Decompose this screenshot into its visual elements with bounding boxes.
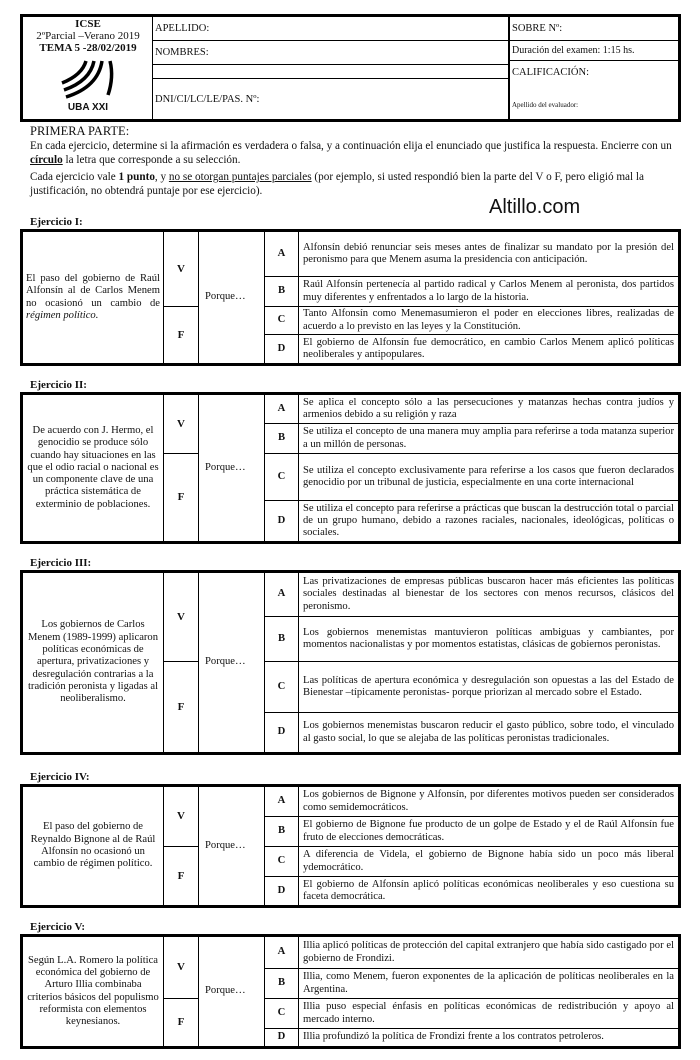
exercise-statement [22, 936, 164, 1048]
porque-label: Porque… [199, 231, 265, 365]
option-letter[interactable]: C [265, 999, 299, 1029]
instr-emphasis: círculo [30, 153, 63, 166]
option-text: El gobierno de Alfonsín aplicó políticas económicas neoliberales y eso cuestiona su faceta democrática. [299, 877, 680, 907]
option-text: Se utiliza el concepto para referirse a prácticas que buscan la destrucción total o parcial de un grupo humano, debido a razones raciales, nacionales, ideológicas, políticas o sociales. [299, 501, 680, 543]
option-letter[interactable]: B [265, 617, 299, 662]
option-letter[interactable]: C [265, 454, 299, 501]
option-letter[interactable]: D [265, 877, 299, 907]
instr-underline: no se otorgan puntajes parciales [168, 171, 312, 183]
option-true[interactable]: V [164, 394, 199, 454]
student-fields [153, 17, 510, 119]
option-text: Illia puso especial énfasis en políticas económicas de redistribución y apoyo al mercado interno. [299, 999, 680, 1029]
option-text: A diferencia de Videla, el gobierno de Bignone había sido un poco más liberal ydemocrático. [299, 847, 680, 877]
option-text: Tanto Alfonsín como Menemasumieron el poder en elecciones libres, realizadas de acuerdo a lo previsto en las leyes y la Constitución. [299, 307, 680, 335]
header-logo-cell [23, 17, 153, 119]
statement-text: De acuerdo con J. Hermo, el genocidio se produce sólo cuando hay situaciones en las que el odio racial o nacional es un componente clave de una práctica sistemática de exterminio de poblaciones. [27, 424, 159, 510]
option-letter[interactable]: C [265, 662, 299, 713]
option-letter[interactable]: A [265, 786, 299, 817]
statement-text: Los gobiernos de Carlos Menem (1989-1999) aplicaron políticas económicas de apertura, privatizaciones y desregulación contrarias a la tradición peronista y ligadas al neoliberalismo. [27, 619, 159, 705]
instr-text: (por ejemplo, si usted respondió bien la parte del V o F, pero eligió mal la justificación, no obtendrá puntaje por ese ejercicio). [30, 171, 644, 197]
exam-header [20, 14, 681, 122]
option-row [22, 936, 680, 969]
option-text: El gobierno de Bignone fue producto de un golpe de Estado y el de Raúl Alfonsín fue fruto de elecciones democráticas. [299, 817, 680, 847]
calificacion-field[interactable] [510, 61, 678, 119]
option-letter[interactable]: D [265, 1029, 299, 1048]
tema: TEMA 5 -28/02/2019 [39, 42, 137, 54]
option-false[interactable]: F [164, 999, 199, 1048]
sobre-field[interactable] [510, 17, 678, 41]
logo-block [23, 17, 153, 119]
sobre-label: SOBRE Nº: [512, 23, 563, 34]
option-letter[interactable]: C [265, 307, 299, 335]
dni-label: DNI/CI/LC/LE/PAS. Nº: [155, 93, 260, 105]
option-false[interactable]: F [164, 307, 199, 365]
option-text: Illia aplicó políticas de protección del capital extranjero que había sido castigado por el gobierno de Frondizi. [299, 936, 680, 969]
option-letter[interactable]: A [265, 394, 299, 424]
calificacion-label: CALIFICACIÓN: [512, 67, 590, 78]
exam-name: 2ºParcial –Verano 2019 [36, 30, 140, 42]
option-true[interactable]: V [164, 572, 199, 662]
option-text: Los gobiernos de Bignone y Alfonsín, por diferentes motivos pueden ser considerados como semidemocráticos. [299, 786, 680, 817]
instructions-p1 [30, 140, 680, 167]
option-text: Los gobiernos menemistas mantuvieron políticas ambiguas y cambiantes, por momentos nacionalistas y por momentos estatistas, clásicas de gobiernos peronistas. [299, 617, 680, 662]
statement-text: Según L.A. Romero la política económica del gobierno de Arturo Illia combinaba criterios básicos del populismo reformista con elementos keynesianos. [27, 954, 159, 1028]
porque-label: Porque… [199, 572, 265, 754]
exercise-statement [22, 231, 164, 365]
option-row [22, 394, 680, 424]
institution: ICSE [75, 18, 101, 30]
option-true[interactable]: V [164, 936, 199, 999]
option-row [22, 572, 680, 617]
option-true[interactable]: V [164, 231, 199, 307]
instr-text: , y [154, 171, 169, 183]
option-letter[interactable]: B [265, 817, 299, 847]
option-letter[interactable]: B [265, 277, 299, 307]
porque-label: Porque… [199, 786, 265, 907]
option-text: Se aplica el concepto sólo a las persecuciones y matanzas hechas contra judíos y armenios debido a su religión y raza [299, 394, 680, 424]
blank-field[interactable] [153, 65, 508, 79]
option-row [22, 231, 680, 277]
option-text: Illia profundizó la política de Frondizi frente a los contratos petroleros. [299, 1029, 680, 1048]
watermark: Altillo.com [489, 196, 581, 218]
option-letter[interactable]: D [265, 335, 299, 365]
instructions-p2 [30, 171, 680, 198]
exercise-table [20, 934, 681, 1049]
instr-emphasis: 1 punto [118, 171, 155, 183]
option-row [22, 786, 680, 817]
option-text: Illia, como Menem, fueron exponentes de la aplicación de políticas neoliberales en la Argentina. [299, 969, 680, 999]
exercise-table [20, 229, 681, 366]
exercise-label: Ejercicio V: [30, 921, 86, 933]
statement-text: El paso del gobierno de Reynaldo Bignone al de Raúl Alfonsín no ocasionó un cambio de régimen político. [30, 821, 156, 870]
option-letter[interactable]: C [265, 847, 299, 877]
exercise-label: Ejercicio IV: [30, 771, 90, 783]
duracion [510, 41, 678, 61]
exercise-label: Ejercicio II: [30, 379, 87, 391]
logo-text: UBA XXI [67, 102, 109, 113]
option-false[interactable]: F [164, 662, 199, 754]
uba-logo-icon [58, 57, 118, 99]
option-text: Las privatizaciones de empresas públicas buscaron hacer más eficientes las políticas sociales destinadas al bienestar de los sectores con menos recursos, clásicos del peronismo. [299, 572, 680, 617]
option-letter[interactable]: A [265, 936, 299, 969]
exercise-table [20, 784, 681, 908]
duracion-label: Duración del examen: 1:15 hs. [512, 45, 635, 56]
option-text: Raúl Alfonsín pertenecía al partido radical y Carlos Menem al peronista, dos partidos muy diferentes y enfrentados a lo largo de la historia. [299, 277, 680, 307]
exercise-table [20, 570, 681, 755]
porque-label: Porque… [199, 936, 265, 1048]
exam-info [510, 17, 678, 119]
apellido-field[interactable] [153, 17, 508, 41]
nombres-field[interactable] [153, 41, 508, 65]
instr-text: Cada ejercicio vale [30, 171, 119, 183]
option-letter[interactable]: D [265, 501, 299, 543]
exercise-label: Ejercicio I: [30, 216, 83, 228]
instr-text: En cada ejercicio, determine si la afirmación es verdadera o falsa, y a continuación elija el enunciado que justifica la respuesta. Encierre con un [30, 140, 672, 152]
option-text: Se utiliza el concepto de una manera muy amplia para referirse a toda matanza superior a un millón de personas. [299, 424, 680, 454]
evaluador-label: Apellido del evaluador: [512, 101, 579, 109]
option-letter[interactable]: A [265, 572, 299, 617]
option-text: Los gobiernos menemistas buscaron reducir el gasto público, sobre todo, el vinculado al gasto social, lo que se alejaba de las políticas peronistas tradicionales. [299, 713, 680, 754]
exercise-statement [22, 572, 164, 754]
option-letter[interactable]: B [265, 424, 299, 454]
exercise-statement [22, 394, 164, 543]
dni-field[interactable] [153, 79, 508, 119]
section-title: PRIMERA PARTE: [30, 124, 130, 138]
apellido-label: APELLIDO: [155, 23, 210, 34]
option-letter[interactable]: D [265, 713, 299, 754]
exercise-label: Ejercicio III: [30, 557, 92, 569]
option-false[interactable]: F [164, 847, 199, 907]
option-letter[interactable]: A [265, 231, 299, 277]
exercise-statement [22, 786, 164, 907]
option-text: Las políticas de apertura económica y desregulación son opuestas a las del Estado de Bienestar –típicamente peronistas- porque priorizan al mercado sobre el Estado. [299, 662, 680, 713]
porque-label: Porque… [199, 394, 265, 543]
nombres-label: NOMBRES: [155, 47, 209, 58]
option-true[interactable]: V [164, 786, 199, 847]
option-text: Se utiliza el concepto exclusivamente para referirse a los casos que fueron declarados genocidio por un tribunal de justicia, especialmente en una corte internacional [299, 454, 680, 501]
exercise-table [20, 392, 681, 544]
statement-text: El paso del gobierno de Raúl Alfonsín al de Carlos Menem no ocasionó un cambio de [26, 272, 160, 309]
option-text: El gobierno de Alfonsín fue democrático, en cambio Carlos Menem aplicó políticas neoliberales y antipopulares. [299, 335, 680, 365]
statement-italic: régimen político. [26, 309, 99, 321]
instr-text: la letra que corresponde a su selección. [62, 153, 241, 166]
option-letter[interactable]: B [265, 969, 299, 999]
option-false[interactable]: F [164, 454, 199, 543]
option-text: Alfonsín debió renunciar seis meses antes de finalizar su mandato por la presión del peronismo para que Menem asuma la presidencia con anticipación. [299, 231, 680, 277]
